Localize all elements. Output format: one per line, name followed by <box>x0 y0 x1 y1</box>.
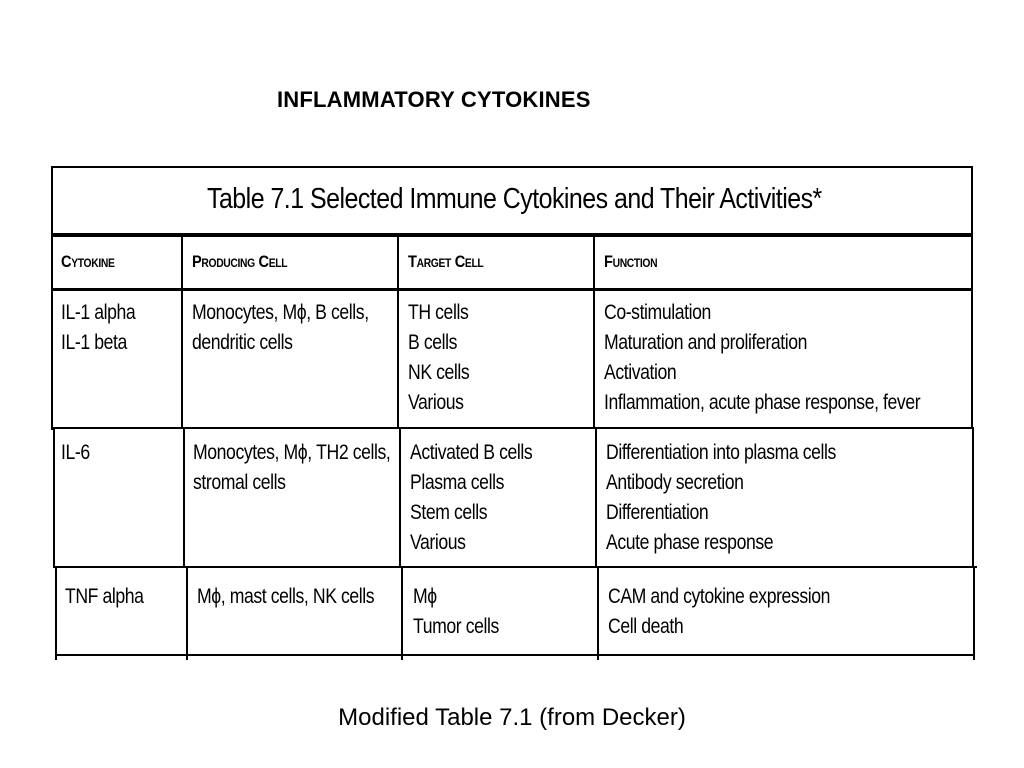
cell-line: NK cells <box>408 361 470 384</box>
cell-line: dendritic cells <box>192 331 293 354</box>
caption-rule <box>51 233 973 237</box>
cell-line: Activated B cells <box>410 441 533 464</box>
cell-line: Differentiation into plasma cells <box>606 441 836 464</box>
cell-function <box>604 298 920 418</box>
column-divider <box>397 233 399 428</box>
cell-line: IL-1 alpha <box>61 301 136 324</box>
header-function: Function <box>604 252 658 271</box>
cell-line: Co-stimulation <box>604 301 711 324</box>
table-bottom-rule <box>57 654 975 656</box>
cell-producing-cell <box>192 298 369 358</box>
cell-line: CAM and cytokine expression <box>608 585 831 608</box>
cell-line: IL-6 <box>61 441 90 464</box>
cell-cytokine <box>61 298 135 358</box>
row-divider <box>51 427 973 429</box>
column-divider <box>972 427 974 568</box>
column-divider <box>593 233 595 428</box>
cell-line: Cell death <box>608 615 684 638</box>
cell-function <box>608 582 830 642</box>
cell-line: Acute phase response <box>606 531 774 554</box>
cell-line: stromal cells <box>193 471 286 494</box>
column-divider <box>971 233 973 428</box>
cell-line: Stem cells <box>410 501 488 524</box>
cell-producing-cell <box>193 438 390 498</box>
slide-title: INFLAMMATORY CYTOKINES <box>277 87 591 112</box>
cell-line: Mϕ <box>413 585 437 608</box>
column-divider <box>399 427 401 568</box>
cell-line: IL-1 beta <box>61 331 127 354</box>
column-divider <box>595 427 597 568</box>
cell-line: Mϕ, mast cells, NK cells <box>197 585 375 608</box>
cell-producing-cell <box>197 582 374 612</box>
column-divider <box>181 233 183 428</box>
cell-cytokine <box>61 438 90 468</box>
cell-line: Differentiation <box>606 501 709 524</box>
row-divider <box>55 566 977 568</box>
cell-line: Monocytes, Mϕ, TH2 cells, <box>193 441 391 464</box>
header-cytokine: Cytokine <box>61 252 115 271</box>
cell-line: Monocytes, Mϕ, B cells, <box>192 301 369 324</box>
table-caption: Table 7.1 Selected Immune Cytokines and Their Activities* <box>207 183 822 215</box>
cell-line: Inflammation, acute phase response, fever <box>604 391 921 414</box>
slide-caption: Modified Table 7.1 (from Decker) <box>338 704 686 731</box>
cell-line: TNF alpha <box>65 585 144 608</box>
header-rule <box>51 288 973 291</box>
cell-line: Maturation and proliferation <box>604 331 807 354</box>
cell-target-cell <box>413 582 499 642</box>
cell-function <box>606 438 836 558</box>
column-divider <box>597 566 599 660</box>
cell-target-cell <box>408 298 469 418</box>
column-divider <box>183 427 185 568</box>
cell-line: B cells <box>408 331 458 354</box>
cell-line: Plasma cells <box>410 471 504 494</box>
header-producing-cell: Producing Cell <box>192 252 288 271</box>
table-caption-row <box>51 166 973 234</box>
cytokine-table <box>51 166 973 660</box>
cell-line: Antibody secretion <box>606 471 744 494</box>
cell-line: TH cells <box>408 301 469 324</box>
cell-line: Various <box>410 531 466 554</box>
column-divider <box>973 566 975 660</box>
header-target-cell: Target Cell <box>408 252 484 271</box>
cell-target-cell <box>410 438 532 558</box>
column-divider <box>51 233 53 430</box>
column-divider <box>401 566 403 660</box>
cell-line: Tumor cells <box>413 615 499 638</box>
column-divider <box>55 566 57 660</box>
cell-cytokine <box>65 582 144 612</box>
cell-line: Various <box>408 391 464 414</box>
column-divider <box>186 566 188 660</box>
column-divider <box>53 427 55 568</box>
cell-line: Activation <box>604 361 677 384</box>
